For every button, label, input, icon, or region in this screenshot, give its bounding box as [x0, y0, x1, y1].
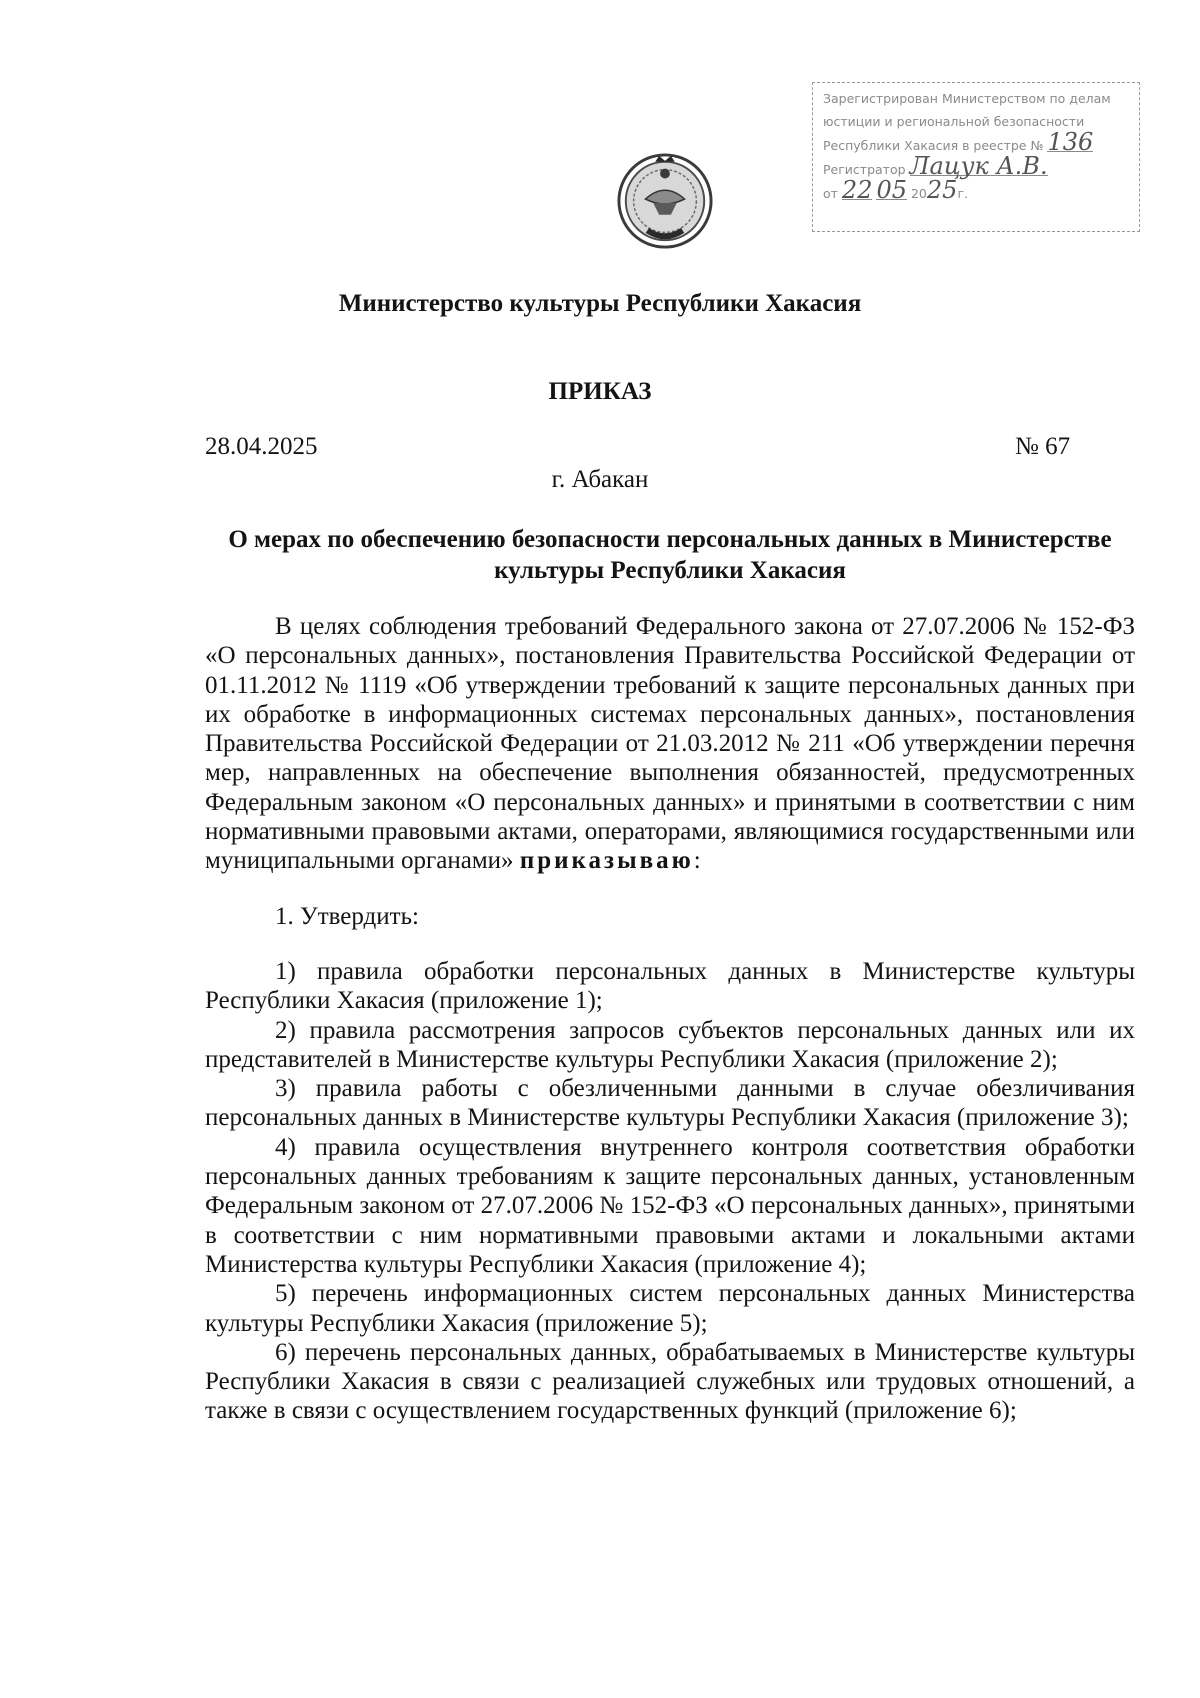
document-number: № 67 — [1015, 433, 1071, 460]
preamble-paragraph — [205, 612, 1135, 876]
subitem-1: 1) правила обработки персональных данных в Министерстве культуры Республики Хакасия (приложение 1); — [205, 957, 1135, 1015]
stamp-line-3-text: Республики Хакасия в реестре № — [823, 138, 1044, 153]
document-city: г. Абакан — [551, 466, 649, 493]
khakassia-coat-of-arms-icon — [616, 152, 714, 250]
stamp-registry-number: 136 — [1047, 128, 1094, 156]
stamp-date-prefix: от — [823, 186, 838, 201]
order-word: приказываю — [519, 847, 694, 875]
stamp-line-1: Зарегистрирован Министерством по делам — [823, 91, 1111, 106]
document-date: 28.04.2025 — [205, 433, 318, 460]
organization-name: Министерство культуры Республики Хакасия — [338, 290, 862, 317]
document-title: О мерах по обеспечению безопасности персональных данных в Министерстве культуры Республики Хакасия — [228, 526, 1112, 584]
document-body — [205, 612, 1135, 1426]
stamp-date-month: 05 — [876, 176, 907, 204]
document-type: ПРИКАЗ — [548, 378, 652, 405]
order-colon: : — [693, 847, 701, 875]
stamp-registrar-signature: Лацук А.В. — [909, 152, 1048, 180]
item-1: 1. Утвердить: — [275, 902, 419, 930]
subitem-3: 3) правила работы с обезличенными данными в случае обезличивания персональных данных в Министерстве культуры Республики Хакасия (приложение 3); — [205, 1075, 1135, 1132]
stamp-date-suffix: г. — [957, 186, 968, 201]
subitem-2: 2) правила рассмотрения запросов субъектов персональных данных или их представителей в Министерстве культуры Республики Хакасия (приложение 2); — [205, 1016, 1135, 1073]
stamp-date-day: 22 — [841, 176, 873, 204]
subitem-6: 6) перечень персональных данных, обрабатываемых в Министерстве культуры Республики Хакасия в связи с реализацией служебных или трудовых отношений, а также в связи с осуществлением государственных функций (приложение 6); — [205, 1338, 1135, 1425]
preamble-text: В целях соблюдения требований Федерального закона от 27.07.2006 № 152-ФЗ «О персональных данных», постановления Правительства Российской Федерации от 01.11.2012 № 1119 «Об утверждении требований к защите персональных данных при их обработке в информационных системах персональных данных», постановления Правительства Российской Федерации от 21.03.2012 № 211 «Об утверждении перечня мер, направленных на обеспечение выполнения обязанностей, предусмотренных Федеральным законом «О персональных данных» и принятыми в соответствии с ним нормативными правовыми актами, операторами, являющимися государственными или муниципальными органами» — [205, 613, 1135, 875]
subitem-5: 5) перечень информационных систем персональных данных Министерства культуры Республики Хакасия (приложение 5); — [205, 1280, 1135, 1337]
stamp-line-2: юстиции и региональной безопасности — [823, 114, 1085, 129]
subitem-4: 4) правила осуществления внутреннего контроля соответствия обработки персональных данных требованиям к защите персональных данных, установленным Федеральным законом от 27.07.2006 № 152-ФЗ «О персональных данных», принятыми в соответствии с ним нормативными правовыми актами и локальными актами Министерства культуры Республики Хакасия (приложение 4); — [205, 1133, 1135, 1278]
stamp-registrar-label: Регистратор — [823, 162, 906, 177]
stamp-date — [823, 176, 1131, 205]
stamp-date-year-prefix: 20 — [910, 186, 927, 201]
stamp-date-year: 25 — [926, 176, 958, 204]
registration-stamp — [812, 82, 1140, 232]
